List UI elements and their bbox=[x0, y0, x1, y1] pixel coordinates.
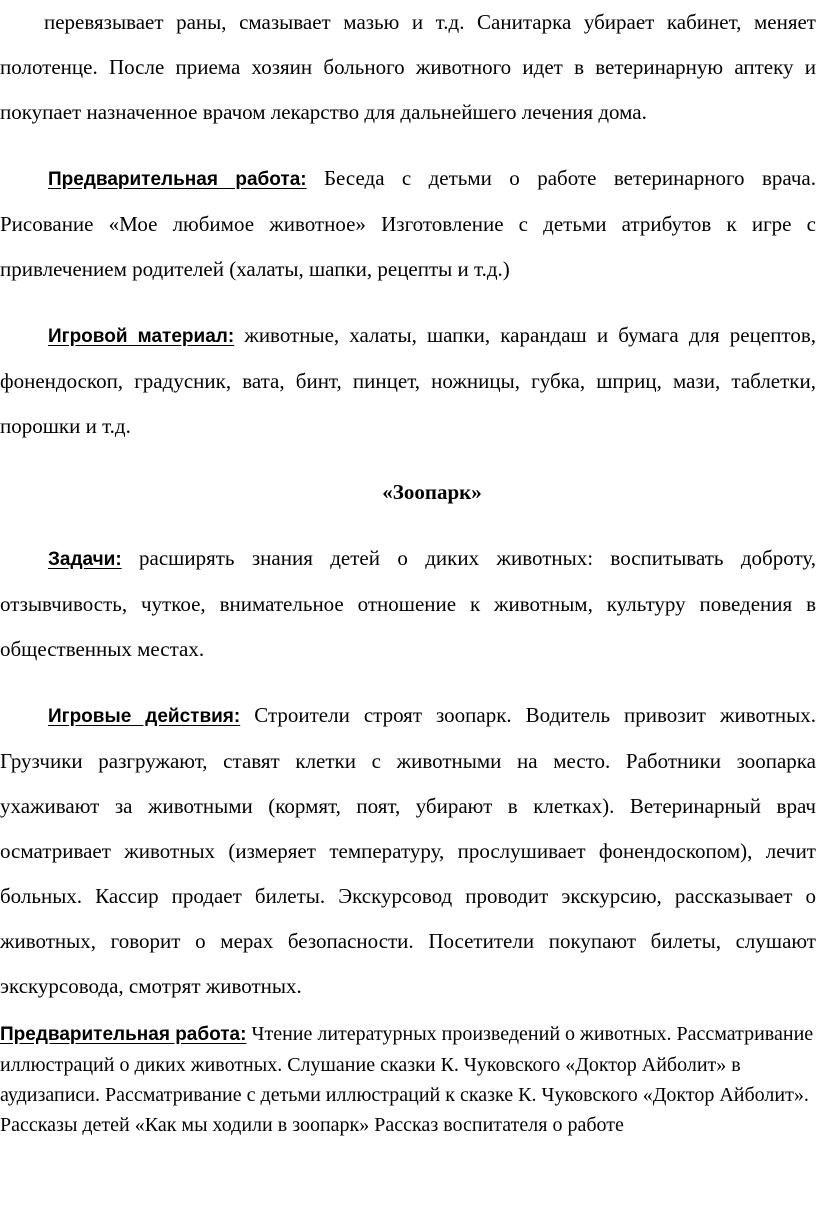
heading-preliminary-work-zoo: Предварительная работа: bbox=[0, 1024, 247, 1045]
paragraph-preliminary-work-text: Беседа с детьми о работе ветеринарного врача. Рисование «Мое любимое животное» Изготовление с детьми атрибутов к игре с привлечением родителей (халаты, шапки, рецепты и т.д.) bbox=[0, 166, 816, 281]
spacer bbox=[0, 449, 816, 470]
paragraph-game-material bbox=[0, 313, 816, 449]
section-title-zoo: «Зоопарк» bbox=[382, 480, 482, 504]
paragraph-game-actions-text: Строители строят зоопарк. Водитель привозит животных. Грузчики разгружают, ставят клетки с животными на место. Работники зоопарка ухаживают за животными (кормят, поят, убирают в клетках). Ветеринарный врач осматривает животных (измеряет температуру, прослушивает фонендоскопом), лечит больных. Кассир продает билеты. Экскурсовод проводит экскурсию, рассказывает о животных, говорит о мерах безопасности. Посетители покупают билеты, слушают экскурсовода, смотрят животных. bbox=[0, 703, 816, 998]
paragraph-game-actions bbox=[0, 693, 816, 1009]
paragraph-preliminary-work bbox=[0, 156, 816, 292]
paragraph-preliminary-work-zoo-text: Чтение литературных произведений о животных. Рассматривание иллюстраций о диких животных. Слушание сказки К. Чуковского «Доктор Айболит» в аудизаписи. Рассматривание с детьми иллюстраций к сказке К. Чуковского «Доктор Айболит». Рассказы детей «Как мы ходили в зоопарк» Рассказ воспитателя о работе bbox=[0, 1023, 814, 1136]
spacer bbox=[0, 135, 816, 156]
paragraph-tasks-text: расширять знания детей о диких животных: воспитывать доброту, отзывчивость, чуткое, внимательное отношение к животным, культуру поведения в общественных местах. bbox=[0, 546, 816, 661]
paragraph-preliminary-work-zoo bbox=[0, 1019, 816, 1140]
paragraph-tasks bbox=[0, 536, 816, 672]
spacer bbox=[0, 515, 816, 536]
spacer bbox=[0, 672, 816, 693]
spacer bbox=[0, 1009, 816, 1019]
heading-game-material: Игровой материал: bbox=[48, 326, 235, 347]
paragraph-game-material-text: животные, халаты, шапки, карандаш и бумага для рецептов, фонендоскоп, градусник, вата, бинт, пинцет, ножницы, губка, шприц, мази, таблетки, порошки и т.д. bbox=[0, 323, 816, 438]
heading-game-actions: Игровые действия: bbox=[48, 706, 241, 727]
heading-tasks: Задачи: bbox=[48, 549, 122, 570]
heading-preliminary-work: Предварительная работа: bbox=[48, 169, 307, 190]
spacer bbox=[0, 292, 816, 313]
paragraph-intro bbox=[0, 0, 816, 135]
paragraph-intro-text: перевязывает раны, смазывает мазью и т.д. Санитарка убирает кабинет, меняет полотенце. После приема хозяин больного животного идет в ветеринарную аптеку и покупает назначенное врачом лекарство для дальнейшего лечения дома. bbox=[0, 10, 816, 124]
